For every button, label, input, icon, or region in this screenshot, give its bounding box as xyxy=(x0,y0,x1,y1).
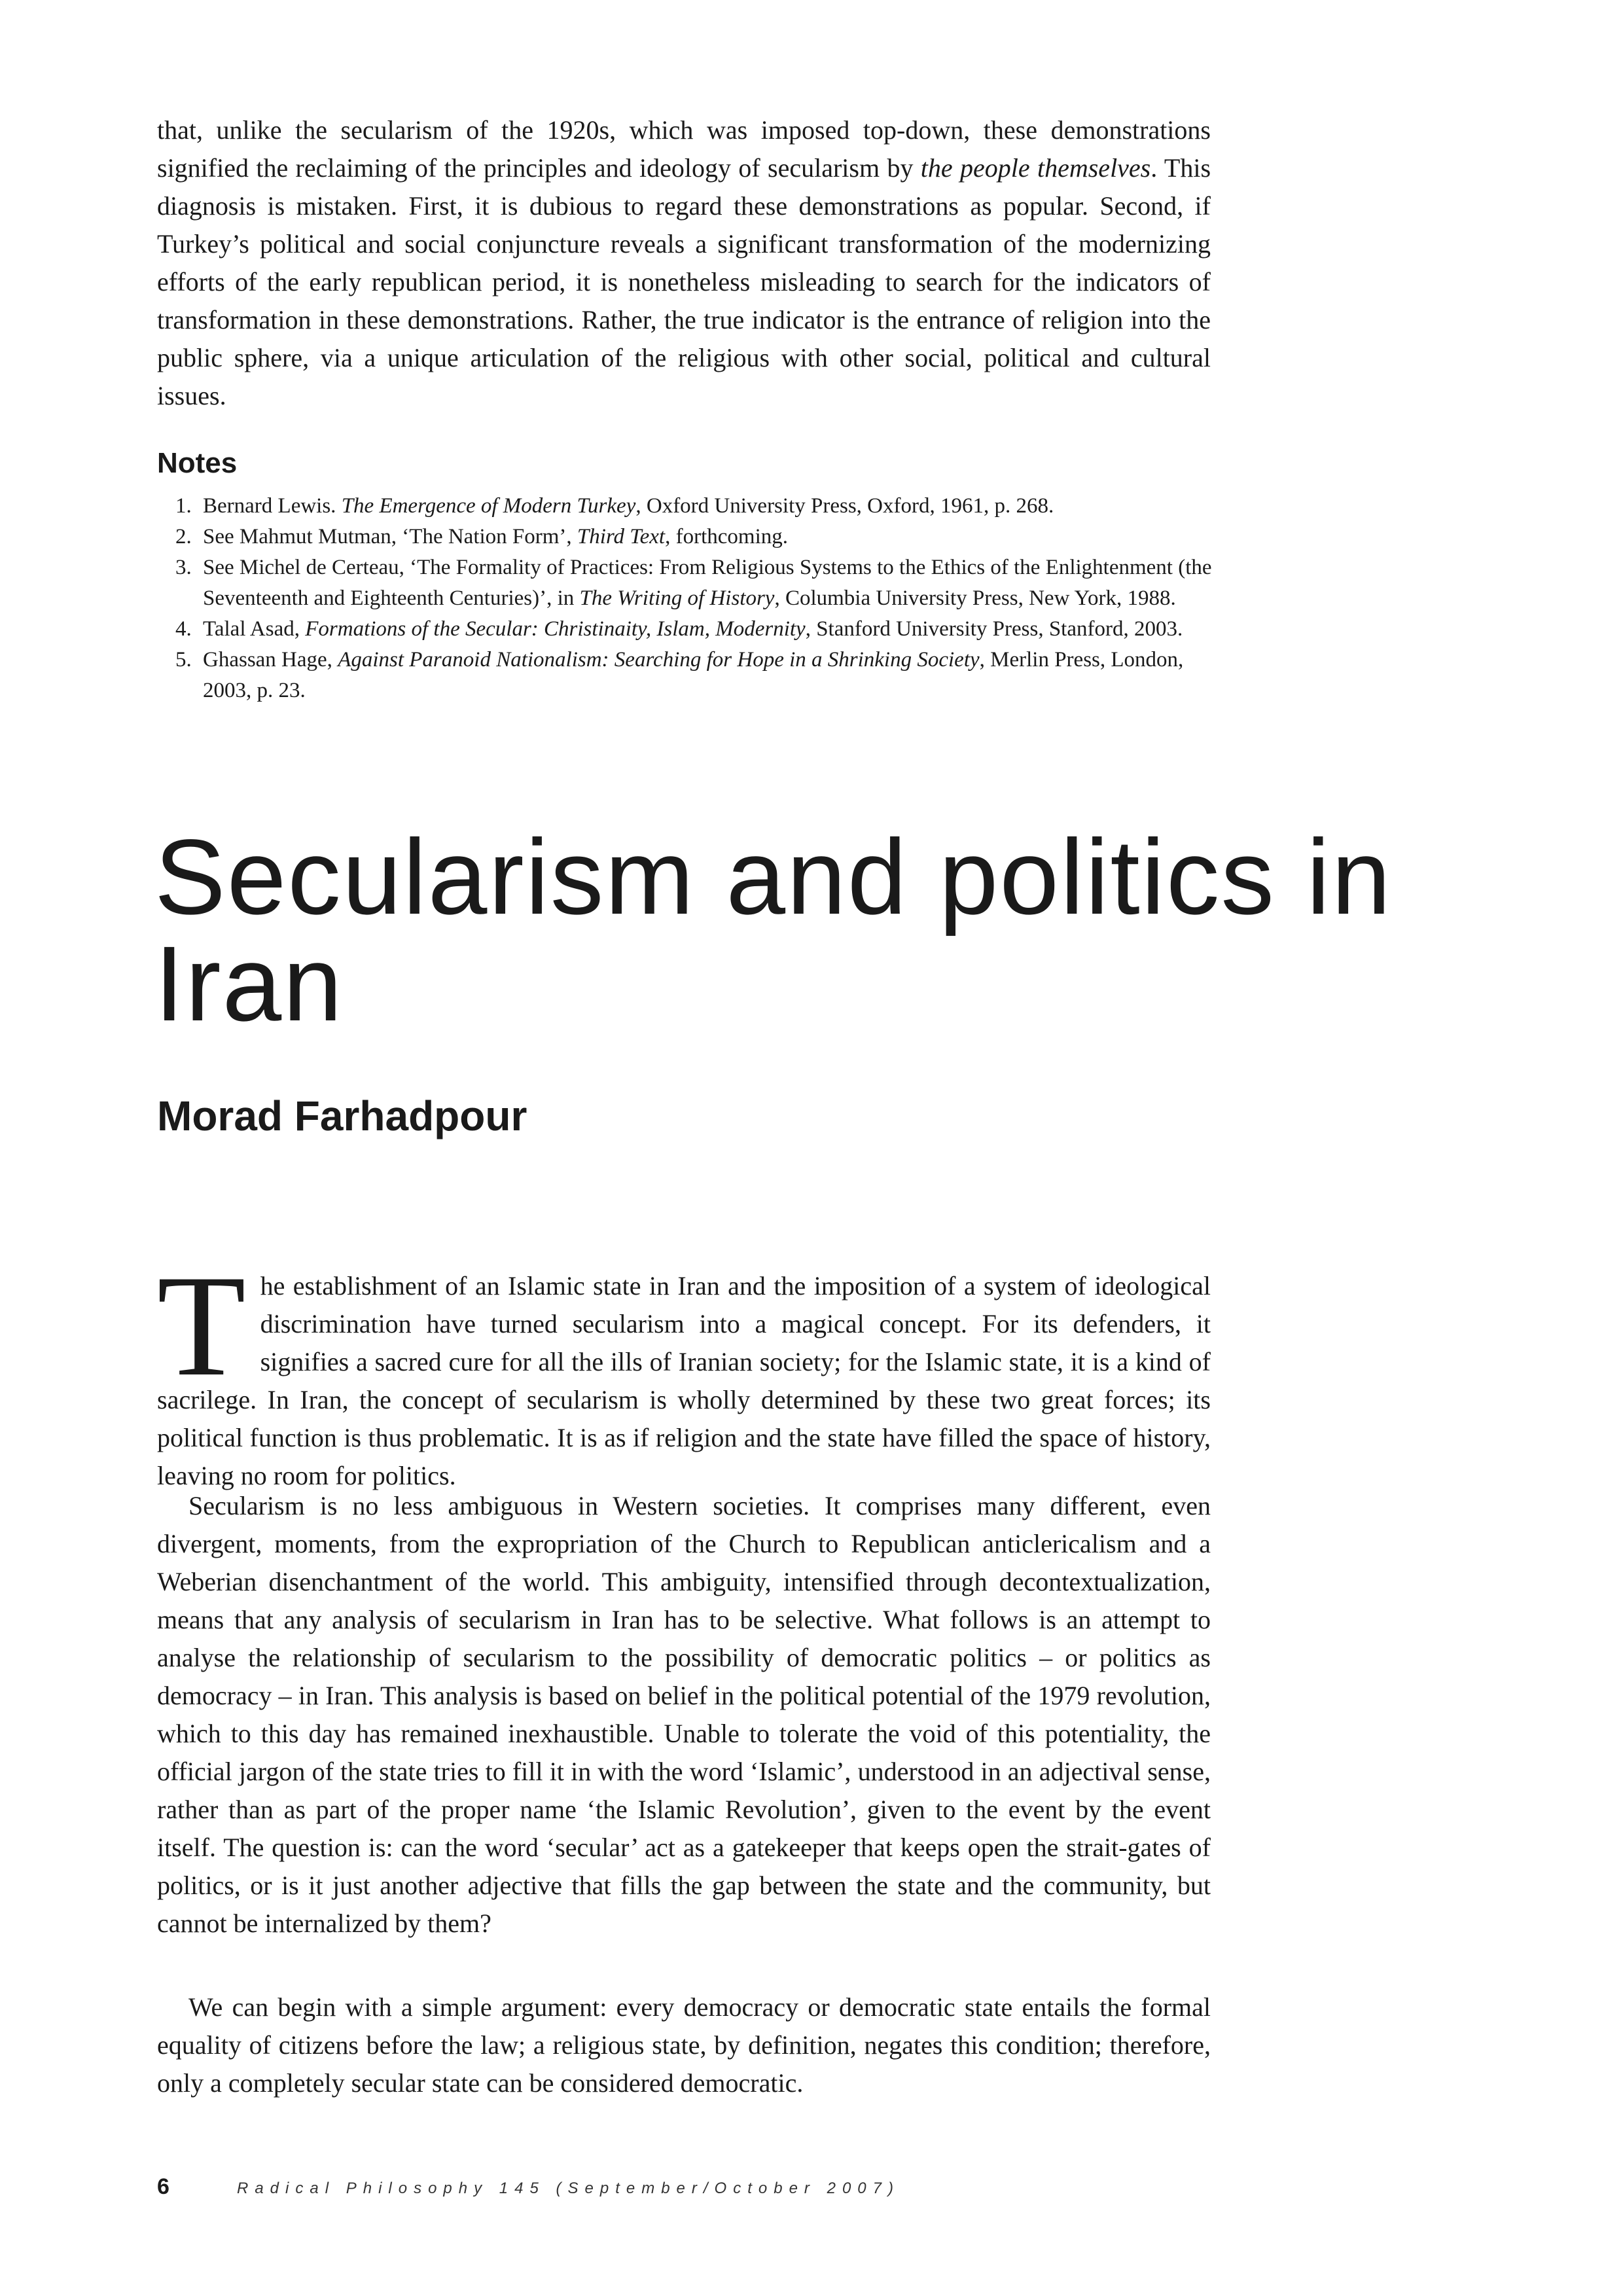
notes-list xyxy=(157,491,1217,706)
note-item xyxy=(157,645,1217,706)
italic-phrase: the people themselves xyxy=(920,153,1151,183)
drop-cap: T xyxy=(157,1246,246,1407)
paragraph-text: . This diagnosis is mistaken. First, it is dubious to regard these demonstrations as popular. Second, if Turkey’s political and social conjuncture reveals a significant transformation of the modernizing efforts of the early republican period, it is nonetheless misleading to search for the indicators of transformation in these demonstrations. Rather, the true indicator is the entrance of religion into the public sphere, via a unique articulation of the religious with other social, political and cultural issues. xyxy=(157,153,1211,410)
note-text: , forthcoming. xyxy=(665,525,788,548)
note-text: , Columbia University Press, New York, 1988. xyxy=(774,586,1176,610)
note-text: Bernard Lewis. xyxy=(203,494,342,518)
note-title: Third Text xyxy=(577,525,666,548)
note-number: 3. xyxy=(175,556,192,579)
note-title: The Writing of History xyxy=(579,586,775,610)
note-number: 2. xyxy=(175,525,192,548)
body-paragraph-1 xyxy=(157,1246,1211,1495)
note-text: , Stanford University Press, Stanford, 2003. xyxy=(805,617,1183,641)
note-text: , Merlin Press, London, 2003, p. 23. xyxy=(203,648,1184,702)
note-number: 5. xyxy=(175,648,192,672)
note-text: , Oxford University Press, Oxford, 1961, p. 268. xyxy=(635,494,1054,518)
article-title: Secularism and politics in Iran xyxy=(154,817,1393,1043)
note-item xyxy=(157,522,1217,552)
note-item xyxy=(157,491,1217,522)
body-paragraph-2: Secularism is no less ambiguous in Western societies. It comprises many different, even divergent, moments, from the expropriation of the Church to Republican anticlericalism and a Weberian disenchantment of the world. This ambiguity, intensified through decontextualization, means that any analysis of secularism in Iran has to be selective. What follows is an attempt to analyse the relationship of secularism to the possibility of democratic politics – or politics as democracy – in Iran. This analysis is based on belief in the political potential of the 1979 revolution, which to this day has remained inexhaustible. Unable to tolerate the void of this potentiality, the official jargon of the state tries to fill it in with the word ‘Islamic’, understood in an adjectival sense, rather than as part of the proper name ‘the Islamic Revolution’, given to the event by the event itself. The question is: can the word ‘secular’ act as a gatekeeper that keeps open the strait-gates of politics, or is it just another adjective that fills the gap between the state and the community, but cannot be internalized by them? xyxy=(157,1491,1211,1938)
article-author: Morad Farhadpour xyxy=(157,1092,527,1139)
note-text: Talal Asad, xyxy=(203,617,306,641)
notes-heading: Notes xyxy=(157,447,238,479)
note-text: Ghassan Hage, xyxy=(203,648,338,672)
running-footer: Radical Philosophy 145 (September/October 2007) xyxy=(237,2179,900,2197)
note-number: 4. xyxy=(175,617,192,641)
note-item xyxy=(157,614,1217,645)
paragraph-text: that, unlike the secularism of the 1920s, which was imposed top-down, these demonstrations signified the reclaiming of the principles and ideology of secularism by xyxy=(157,115,1211,183)
note-title: The Emergence of Modern Turkey xyxy=(341,494,636,518)
continued-paragraph xyxy=(157,111,1211,415)
note-title: Against Paranoid Nationalism: Searching for Hope in a Shrinking Society xyxy=(338,648,980,672)
page-number: 6 xyxy=(157,2174,169,2199)
note-text: See Mahmut Mutman, ‘The Nation Form’, xyxy=(203,525,577,548)
paragraph-text: he establishment of an Islamic state in Iran and the imposition of a system of ideological discrimination have turned secularism into a magical concept. For its defenders, it signifies a sacred cure for all the ills of Iranian society; for the Islamic state, it is a kind of sacrilege. In Iran, the concept of secularism is wholly determined by these two great forces; its political function is thus problematic. It is as if religion and the state have filled the space of history, leaving no room for politics. xyxy=(157,1271,1211,1490)
body-paragraph-3: We can begin with a simple argument: every democracy or democratic state entails the formal equality of citizens before the law; a religious state, by definition, negates this condition; therefore, only a completely secular state can be considered democratic. xyxy=(157,1992,1211,2098)
note-item xyxy=(157,552,1217,614)
note-title: Formations of the Secular: Christinaity, Islam, Modernity xyxy=(305,617,806,641)
note-number: 1. xyxy=(175,494,192,518)
note-text: See Michel de Certeau, ‘The Formality of Practices: From Religious Systems to the Ethics of the Enlightenment (the Seventeenth and Eighteenth Centuries)’, in xyxy=(203,556,1212,610)
